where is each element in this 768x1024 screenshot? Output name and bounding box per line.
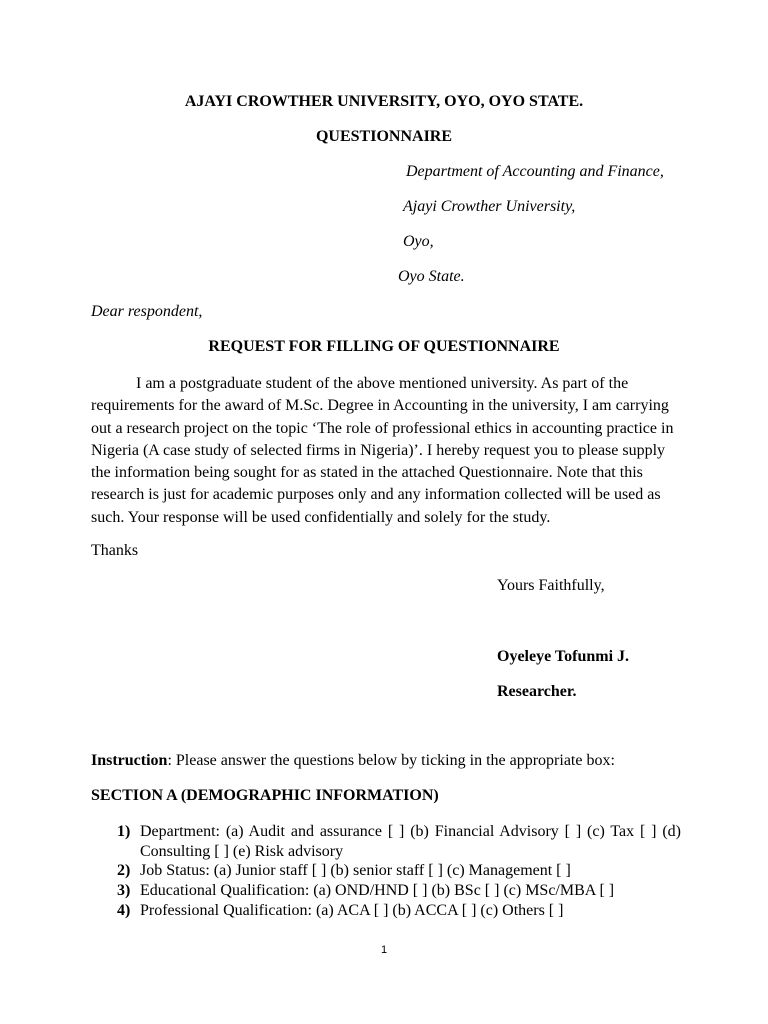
instruction-text: : Please answer the questions below by ticking in the appropriate box: bbox=[167, 752, 615, 769]
list-item bbox=[91, 861, 681, 881]
instruction-label: Instruction bbox=[91, 752, 168, 769]
question-number: 4) bbox=[117, 901, 131, 919]
list-item bbox=[91, 901, 681, 921]
section-a-title: SECTION A (DEMOGRAPHIC INFORMATION) bbox=[91, 787, 439, 804]
address-line: Oyo State. bbox=[398, 268, 465, 285]
instruction-line bbox=[91, 752, 615, 770]
signature-name: Oyeleye Tofunmi J. bbox=[497, 648, 630, 665]
request-heading: REQUEST FOR FILLING OF QUESTIONNAIRE bbox=[208, 338, 560, 355]
thanks-text: Thanks bbox=[91, 542, 139, 559]
address-line: Oyo, bbox=[403, 233, 434, 250]
body-paragraph-text: I am a postgraduate student of the above mentioned university. As part of the requirements for the award of M.Sc. Degree in Accounting in the university, I am carrying out a research project on the topic ‘The role of professional ethics in accounting practice in Nigeria (A case study of selected firms in Nigeria)’. I hereby request you to please supply the information being sought for as stated in the attached Questionnaire. Note that this research is just for academic purposes only and any information collected will be used as such. Your response will be used confidentially and solely for the study. bbox=[91, 375, 674, 526]
question-number: 2) bbox=[117, 862, 131, 880]
question-number: 3) bbox=[117, 882, 131, 900]
salutation: Dear respondent, bbox=[91, 303, 203, 320]
list-item bbox=[91, 822, 681, 861]
document-title: QUESTIONNAIRE bbox=[315, 128, 453, 145]
address-line: Ajayi Crowther University, bbox=[403, 198, 576, 215]
question-text: Job Status: (a) Junior staff [ ] (b) senior staff [ ] (c) Management [ ] bbox=[140, 862, 571, 880]
body-paragraph bbox=[91, 373, 681, 529]
address-line: Department of Accounting and Finance, bbox=[406, 163, 664, 180]
university-heading: AJAYI CROWTHER UNIVERSITY, OYO, OYO STATE. bbox=[184, 93, 584, 110]
question-list bbox=[91, 822, 681, 921]
signature-role: Researcher. bbox=[497, 683, 577, 700]
closing-text: Yours Faithfully, bbox=[497, 577, 605, 594]
question-text: Educational Qualification: (a) OND/HND [ ] (b) BSc [ ] (c) MSc/MBA [ ] bbox=[140, 882, 615, 900]
page-number: 1 bbox=[380, 944, 388, 956]
question-number: 1) bbox=[117, 823, 131, 840]
question-text: Department: (a) Audit and assurance [ ] (b) Financial Advisory [ ] (c) Tax [ ] (d) Consulting [ ] (e) Risk advisory bbox=[140, 823, 681, 860]
question-text: Professional Qualification: (a) ACA [ ] (b) ACCA [ ] (c) Others [ ] bbox=[140, 901, 564, 919]
list-item bbox=[91, 881, 681, 901]
